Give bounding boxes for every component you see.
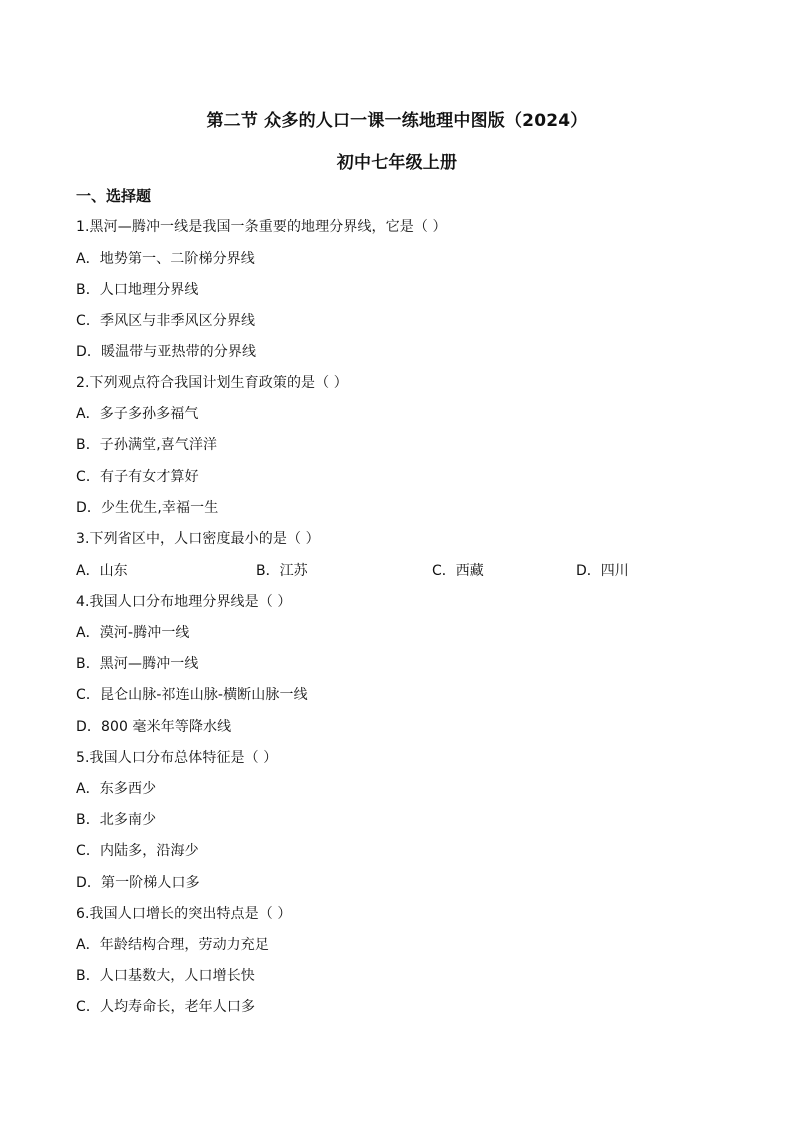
- question-2-option-c: C．有子有女才算好: [76, 469, 199, 485]
- question-4-option-b: B．黑河—腾冲一线: [76, 656, 199, 672]
- question-6-option-b: B．人口基数大，人口增长快: [76, 968, 255, 984]
- question-3-option-c: C．西藏: [432, 563, 484, 579]
- question-2-stem: 2.下列观点符合我国计划生育政策的是（ ）: [76, 375, 348, 391]
- question-3-stem: 3.下列省区中，人口密度最小的是（ ）: [76, 531, 320, 547]
- question-6-stem: 6.我国人口增长的突出特点是（ ）: [76, 906, 292, 922]
- question-5-option-c: C．内陆多，沿海少: [76, 843, 199, 859]
- question-2-option-d: D．少生优生,幸福一生: [76, 500, 219, 516]
- document-title: 第二节 众多的人口一课一练地理中图版（2024）: [206, 111, 588, 131]
- section-heading: 一、选择题: [76, 187, 152, 205]
- question-6-option-c: C．人均寿命长，老年人口多: [76, 999, 256, 1015]
- question-1-option-a: A．地势第一、二阶梯分界线: [76, 251, 255, 267]
- question-1-option-c: C．季风区与非季风区分界线: [76, 313, 256, 329]
- question-3-option-b: B．江苏: [256, 563, 308, 579]
- question-4-option-a: A．漠河-腾冲一线: [76, 625, 190, 641]
- question-5-option-b: B．北多南少: [76, 812, 157, 828]
- question-1-option-b: B．人口地理分界线: [76, 282, 199, 298]
- question-1-option-d: D．暖温带与亚热带的分界线: [76, 344, 257, 360]
- question-6-option-a: A．年龄结构合理，劳动力充足: [76, 937, 269, 953]
- question-5-stem: 5.我国人口分布总体特征是（ ）: [76, 750, 278, 766]
- question-5-option-d: D．第一阶梯人口多: [76, 875, 200, 891]
- question-4-option-c: C．昆仑山脉-祁连山脉-横断山脉一线: [76, 687, 308, 703]
- question-3-option-d: D．四川: [576, 563, 629, 579]
- question-5-option-a: A．东多西少: [76, 781, 157, 797]
- document-subtitle: 初中七年级上册: [336, 153, 458, 173]
- question-2-option-a: A．多子多孙多福气: [76, 406, 199, 422]
- question-4-option-d: D．800 毫米年等降水线: [76, 719, 232, 735]
- question-1-stem: 1.黑河—腾冲一线是我国一条重要的地理分界线，它是（ ）: [76, 219, 447, 235]
- question-4-stem: 4.我国人口分布地理分界线是（ ）: [76, 594, 292, 610]
- question-3-option-a: A．山东: [76, 563, 128, 579]
- question-2-option-b: B．子孙满堂,喜气洋洋: [76, 437, 218, 453]
